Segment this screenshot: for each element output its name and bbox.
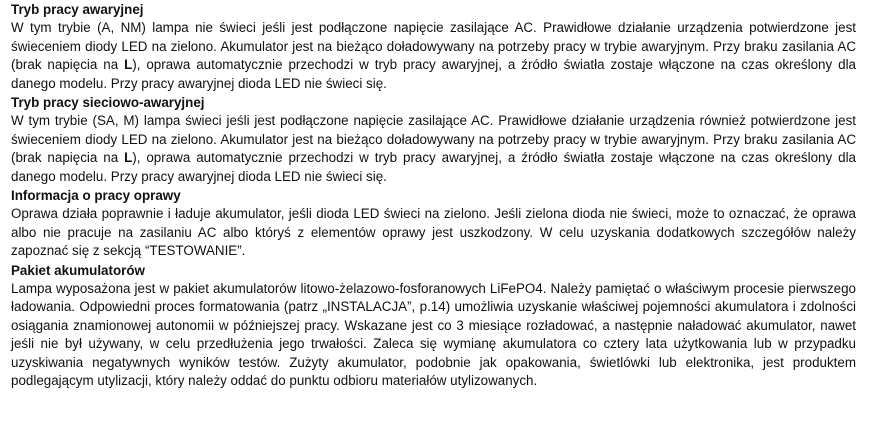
body-text: ), oprawa automatycznie przechodzi w tryb pracy awaryjnej, a źródło światła zostaje włączone na czas określony dla danego modelu. Przy pracy awaryjnej dioda LED nie świeci się. — [11, 150, 856, 184]
body-text: W tym trybie (SA, M) lampa świeci jeśli jest podłączone napięcie zasilające AC. Prawidłowe działanie urządzenia również potwierdzone jest świeceniem diody LED na zielono. Akumulator jest na bieżąco doładowywany na potrzeby pracy w trybie awaryjnym. Przy braku zasilania AC (brak napięcia na — [11, 113, 856, 165]
section-heading: Pakiet akumulatorów — [11, 262, 145, 278]
section-operation-info — [11, 186, 856, 261]
section-battery-pack — [11, 261, 856, 391]
section-body: Lampa wyposażona jest w pakiet akumulatorów litowo-żelazowo-fosforanowych LiFePO4. Należy pamiętać o właściwym procesie pierwszego ładowania. Odpowiedni proces formatowania (patrz „INSTALACJA”, p.14) umożliwia uzyskanie właściwej pojemności akumulatora i zdolności osiągania znamionowej autonomii w późniejszej pracy. Wskazane jest co 3 miesiące rozładować, a następnie naładować akumulator, nawet jeśli nie był używany, w celu przedłużenia jego trwałości. Zaleca się wymianę akumulatora co cztery lata użytkowania lub w przypadku uzyskiwania negatywnych wyników testów. Zużyty akumulator, podobnie jak opakowania, świetlówki lub elektronika, jest produktem podlegającym utylizacji, który należy oddać do punktu odbioru materiałów utylizowanych. — [11, 280, 856, 388]
body-text: ), oprawa automatycznie przechodzi w tryb pracy awaryjnej, a źródło światła zostaje włączone na czas określony dla danego modelu. Przy pracy awaryjnej dioda LED nie świeci się. — [11, 57, 856, 91]
section-body — [11, 19, 856, 93]
body-bold-text: L — [124, 57, 133, 72]
section-body — [11, 112, 856, 186]
body-bold-text: L — [124, 150, 133, 165]
section-heading: Tryb pracy sieciowo-awaryjnej — [11, 95, 205, 110]
body-text: W tym trybie (A, NM) lampa nie świeci jeśli jest podłączone napięcie zasilające AC. Prawidłowe działanie urządzenia potwierdzone jest świeceniem diody LED na zielono. Akumulator jest na bieżąco doładowywany na potrzeby pracy w trybie awaryjnym. Przy braku zasilania AC (brak napięcia na — [11, 20, 856, 72]
section-heading: Tryb pracy awaryjnej — [11, 2, 144, 17]
section-heading: Informacja o pracy oprawy — [11, 188, 181, 203]
section-body: Oprawa działa poprawnie i ładuje akumulator, jeśli dioda LED świeci na zielono. Jeśli zielona dioda nie świeci, może to oznaczać, że oprawa albo nie pracuje na zasilaniu AC albo któryś z elementów oprawy jest uszkodzony. W celu uzyskania dodatkowych szczegółów należy zapoznać się z sekcją “TESTOWANIE”. — [11, 206, 856, 258]
section-emergency-mode — [11, 0, 856, 93]
section-maintained-emergency-mode — [11, 93, 856, 186]
